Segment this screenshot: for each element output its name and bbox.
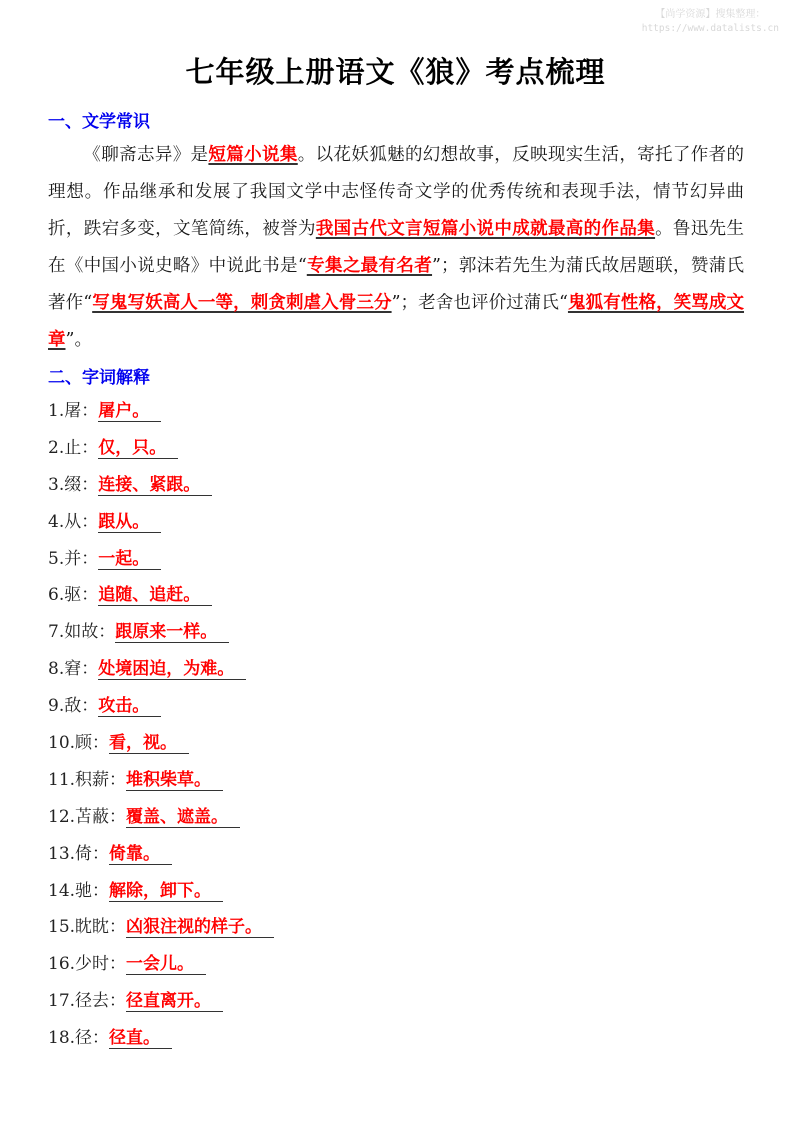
vocabulary-answer: 连接、紧跟。 [98,475,212,496]
section-heading-literature: 一、文学常识 [48,112,150,132]
literature-paragraph [48,137,744,359]
vocabulary-item [48,393,274,430]
vocabulary-answer: 跟从。 [98,512,161,533]
vocabulary-answer: 凶狠注视的样子。 [126,917,274,938]
vocabulary-answer: 一会儿。 [126,954,206,975]
vocabulary-answer: 径直离开。 [126,991,223,1012]
vocabulary-item [48,1020,274,1057]
vocabulary-answer: 仅，只。 [98,438,178,459]
vocabulary-term: 6.驱： [48,585,99,606]
vocabulary-answer: 倚靠。 [109,844,172,865]
vocabulary-answer: 覆盖、遮盖。 [126,807,240,828]
vocabulary-item [48,799,274,836]
paragraph-text: ”；郭沫若先生为蒲氏故居题联，赞蒲氏著作“ [48,256,745,313]
vocabulary-term: 4.从： [48,511,99,532]
vocabulary-answer: 堆积柴草。 [126,770,223,791]
vocabulary-term: 15.眈眈： [48,917,127,938]
paragraph-text: 。鲁迅先生在《中国小说史略》中说此书是“ [48,219,744,276]
vocabulary-term: 9.敌： [48,696,99,717]
key-point-highlight: 专集之最有名者 [306,256,433,276]
page-title: 七年级上册语文《狼》考点梳理 [185,55,606,89]
vocabulary-term: 13.倚： [48,843,110,864]
vocabulary-answer: 径直。 [109,1028,172,1049]
paragraph-text: ”；老舍也评价过蒲氏“ [391,293,568,313]
vocabulary-term: 10.顾： [48,733,110,754]
watermark-url: https://www.datalists.cn [641,23,779,34]
paragraph-text: ”。 [65,330,92,350]
vocabulary-answer: 攻击。 [98,696,161,717]
vocabulary-term: 18.径： [48,1028,110,1049]
vocabulary-item [48,909,274,946]
key-point-highlight: 写鬼写妖高人一等，刺贪刺虐入骨三分 [92,293,392,313]
vocabulary-term: 5.并： [48,548,99,569]
vocabulary-item [48,873,274,910]
key-point-highlight: 鬼狐有性格，笑骂成文章 [48,293,745,350]
vocabulary-term: 8.窘： [48,659,99,680]
vocabulary-term: 11.积薪： [48,769,127,790]
vocabulary-term: 14.驰： [48,880,110,901]
vocabulary-item [48,836,274,873]
vocabulary-term: 17.径去： [48,991,127,1012]
vocabulary-item [48,467,274,504]
vocabulary-term: 1.屠： [48,401,99,421]
vocabulary-term: 16.少时： [48,954,127,975]
vocabulary-answer: 处境困迫，为难。 [98,659,246,680]
vocabulary-answer: 屠户。 [98,401,161,422]
vocabulary-answer: 追随、追赶。 [98,585,212,606]
watermark-source: 【尚学资源】搜集整理： [655,9,766,20]
vocabulary-item [48,541,274,578]
vocabulary-item [48,614,274,651]
vocabulary-term: 2.止： [48,437,99,458]
vocabulary-answer: 解除，卸下。 [109,881,223,902]
vocabulary-item [48,762,274,799]
vocabulary-item [48,725,274,762]
key-point-highlight: 短篇小说集 [208,145,298,165]
vocabulary-item [48,577,274,614]
vocabulary-term: 12.苫蔽： [48,806,127,827]
watermark [642,8,779,36]
vocabulary-item [48,504,274,541]
vocabulary-answer: 一起。 [98,549,161,570]
vocabulary-item [48,430,274,467]
key-point-highlight: 我国古代文言短篇小说中成就最高的作品集 [315,219,656,239]
paragraph-text: 。以花妖狐魅的幻想故事，反映现实生活，寄托了作者的理想。作品继承和发展了我国文学中志怪传奇文学的优秀传统和表现手法，情节幻异曲折，跌宕多变，文笔简练，被誉为 [48,145,745,239]
vocabulary-answer: 看，视。 [109,733,189,754]
vocabulary-item [48,946,274,983]
section-heading-vocabulary: 二、字词解释 [48,368,150,388]
vocabulary-answer: 跟原来一样。 [115,622,229,643]
vocabulary-term: 3.缀： [48,474,99,495]
paragraph-text: 《聊斋志异》是 [83,145,209,165]
vocabulary-term: 7.如故： [48,622,116,643]
vocabulary-item [48,688,274,725]
vocabulary-item [48,651,274,688]
vocabulary-item [48,983,274,1020]
vocabulary-list [48,393,274,1057]
